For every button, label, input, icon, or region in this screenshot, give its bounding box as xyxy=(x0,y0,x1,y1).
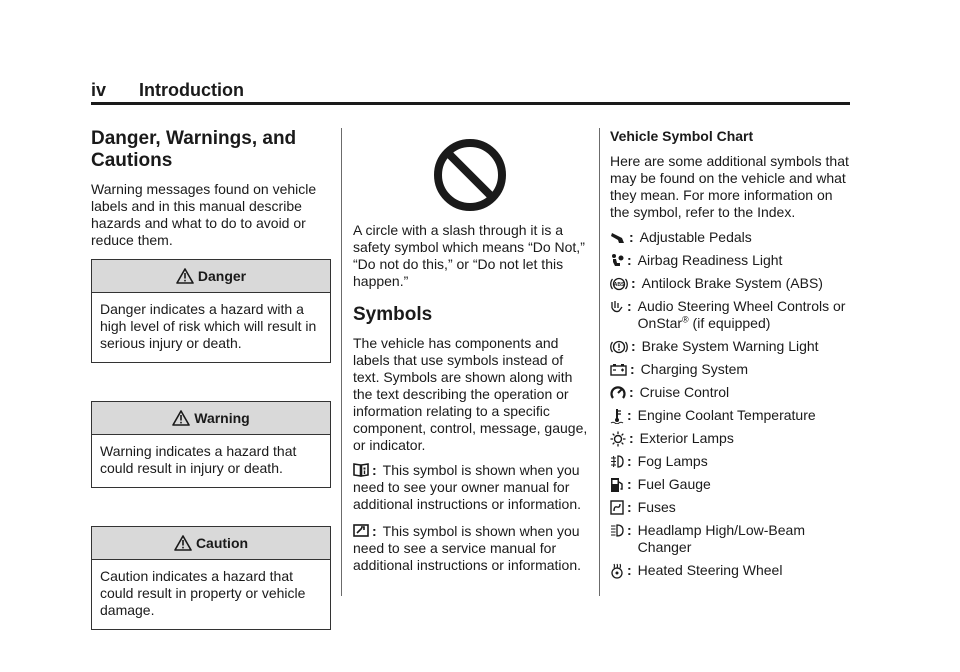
coolant-temperature-icon xyxy=(610,408,624,424)
airbag-icon xyxy=(610,253,624,268)
symbol-item: : Engine Coolant Temperature xyxy=(610,407,850,424)
service-manual-icon xyxy=(353,523,369,538)
caution-box-title: Caution xyxy=(195,534,249,551)
symbol-chart-intro: Here are some additional symbols that may be found on the vehicle and what they mean. For more information on the symbol, refer to the Index. xyxy=(610,153,849,220)
circle-slash-description: A circle with a slash through it is a safety symbol which means “Do Not,” “Do not do this,” or “Do not let this happen.” xyxy=(353,222,585,289)
symbol-item: : Headlamp High/Low-Beam Changer xyxy=(610,522,850,556)
heated-steering-icon xyxy=(610,563,624,579)
page-number: iv xyxy=(91,80,107,100)
symbol-item: : Audio Steering Wheel Controls or OnStar® (if equipped) xyxy=(610,298,850,332)
symbol-item: : Brake System Warning Light xyxy=(610,338,850,355)
symbols-intro: The vehicle has components and labels that use symbols instead of text. Symbols are shown along with the text describing the operation or information relating to a specific component, control, message, gauge, or indicator. xyxy=(353,335,588,453)
owner-manual-icon xyxy=(353,462,369,477)
cruise-control-icon xyxy=(610,385,626,401)
symbol-item: ABS : Antilock Brake System (ABS) xyxy=(610,275,850,292)
symbol-chart-heading: Vehicle Symbol Chart xyxy=(610,128,754,144)
danger-warnings-heading: Danger, Warnings, and Cautions xyxy=(91,128,297,171)
danger-box-header xyxy=(92,260,330,293)
danger-box-title: Danger xyxy=(197,267,247,284)
symbol-item: : Fog Lamps xyxy=(610,453,850,470)
exterior-lamps-icon xyxy=(610,431,626,447)
service-manual-text: This symbol is shown when you need to see a service manual for additional instructions or information. xyxy=(353,523,582,573)
caution-box-header xyxy=(92,527,330,560)
symbol-item: : Fuel Gauge xyxy=(610,476,850,493)
service-manual-note: : This symbol is shown when you need to see a service manual for additional instructions or information. xyxy=(353,523,582,573)
svg-text:ABS: ABS xyxy=(613,282,625,288)
fuse-icon xyxy=(610,500,624,515)
caution-box xyxy=(91,526,331,630)
right-column xyxy=(610,128,850,585)
symbol-item: : Fuses xyxy=(610,499,850,516)
warning-triangle-icon xyxy=(176,268,194,284)
symbol-item: : Heated Steering Wheel xyxy=(610,562,850,579)
danger-box xyxy=(91,259,331,363)
symbols-heading: Symbols xyxy=(353,304,433,325)
caution-box-body: Caution indicates a hazard that could result in property or vehicle damage. xyxy=(100,568,306,618)
warning-box-title: Warning xyxy=(194,409,250,426)
symbol-item: : Exterior Lamps xyxy=(610,430,850,447)
battery-icon xyxy=(610,362,627,377)
column-divider xyxy=(599,128,600,596)
symbol-item: : Adjustable Pedals xyxy=(610,229,850,246)
left-column xyxy=(91,128,331,630)
abs-icon xyxy=(610,276,628,292)
no-sign-icon xyxy=(433,138,507,212)
warning-triangle-icon xyxy=(172,410,190,426)
middle-column xyxy=(353,128,591,584)
fog-lamps-icon xyxy=(610,454,624,469)
symbol-item: : Airbag Readiness Light xyxy=(610,252,850,269)
warnings-intro: Warning messages found on vehicle labels and in this manual describe hazards and what to do to avoid or reduce them. xyxy=(91,181,317,248)
warning-triangle-icon xyxy=(174,535,192,551)
warning-box-body: Warning indicates a hazard that could result in injury or death. xyxy=(100,443,297,476)
fuel-pump-icon xyxy=(610,477,624,493)
running-header xyxy=(91,80,850,104)
symbol-item: : Cruise Control xyxy=(610,384,850,401)
danger-box-body: Danger indicates a hazard with a high level of risk which will result in serious injury or death. xyxy=(100,301,317,351)
adjustable-pedals-icon xyxy=(610,230,626,245)
column-divider xyxy=(341,128,342,596)
owner-manual-note: : This symbol is shown when you need to see your owner manual for additional instructions or information. xyxy=(353,462,582,512)
header-rule xyxy=(91,102,850,105)
headlamp-beam-icon xyxy=(610,523,624,538)
warning-box-header xyxy=(92,402,330,435)
audio-steering-icon xyxy=(610,299,624,314)
section-title: Introduction xyxy=(139,80,244,100)
owner-manual-text: This symbol is shown when you need to see your owner manual for additional instructions or information. xyxy=(353,462,582,512)
symbol-item: : Charging System xyxy=(610,361,850,378)
warning-box xyxy=(91,401,331,488)
brake-warning-icon xyxy=(610,339,628,355)
